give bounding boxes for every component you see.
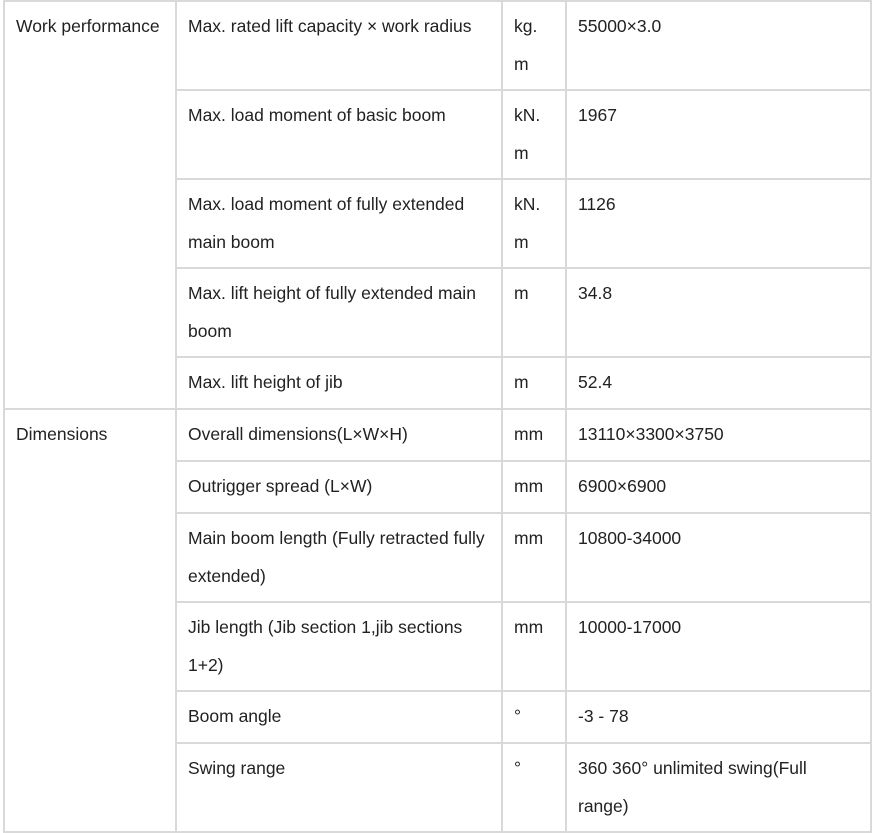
item-cell: Max. lift height of jib xyxy=(176,357,502,409)
unit-cell: mm xyxy=(502,461,566,513)
item-cell: Max. lift height of fully extended main boom xyxy=(176,268,502,357)
spec-table xyxy=(3,0,872,833)
value-cell: -3 - 78 xyxy=(566,691,871,743)
unit-cell: kg. m xyxy=(502,1,566,90)
table-row xyxy=(4,409,871,461)
unit-cell: m xyxy=(502,357,566,409)
value-cell: 360 360° unlimited swing(Full range) xyxy=(566,743,871,832)
value-cell: 52.4 xyxy=(566,357,871,409)
value-cell: 6900×6900 xyxy=(566,461,871,513)
unit-cell: m xyxy=(502,268,566,357)
table-row xyxy=(4,1,871,90)
category-cell: Work performance xyxy=(4,1,176,409)
unit-cell: ° xyxy=(502,743,566,832)
unit-cell: mm xyxy=(502,602,566,691)
item-cell: Swing range xyxy=(176,743,502,832)
item-cell: Max. load moment of basic boom xyxy=(176,90,502,179)
value-cell: 34.8 xyxy=(566,268,871,357)
value-cell: 10000-17000 xyxy=(566,602,871,691)
value-cell: 55000×3.0 xyxy=(566,1,871,90)
item-cell: Max. rated lift capacity × work radius xyxy=(176,1,502,90)
item-cell: Outrigger spread (L×W) xyxy=(176,461,502,513)
unit-cell: kN. m xyxy=(502,90,566,179)
item-cell: Main boom length (Fully retracted fully extended) xyxy=(176,513,502,602)
category-cell: Dimensions xyxy=(4,409,176,832)
value-cell: 10800-34000 xyxy=(566,513,871,602)
item-cell: Max. load moment of fully extended main boom xyxy=(176,179,502,268)
unit-cell: mm xyxy=(502,409,566,461)
value-cell: 1126 xyxy=(566,179,871,268)
item-cell: Boom angle xyxy=(176,691,502,743)
item-cell: Jib length (Jib section 1,jib sections 1+2) xyxy=(176,602,502,691)
unit-cell: ° xyxy=(502,691,566,743)
item-cell: Overall dimensions(L×W×H) xyxy=(176,409,502,461)
value-cell: 1967 xyxy=(566,90,871,179)
value-cell: 13110×3300×3750 xyxy=(566,409,871,461)
unit-cell: mm xyxy=(502,513,566,602)
unit-cell: kN. m xyxy=(502,179,566,268)
